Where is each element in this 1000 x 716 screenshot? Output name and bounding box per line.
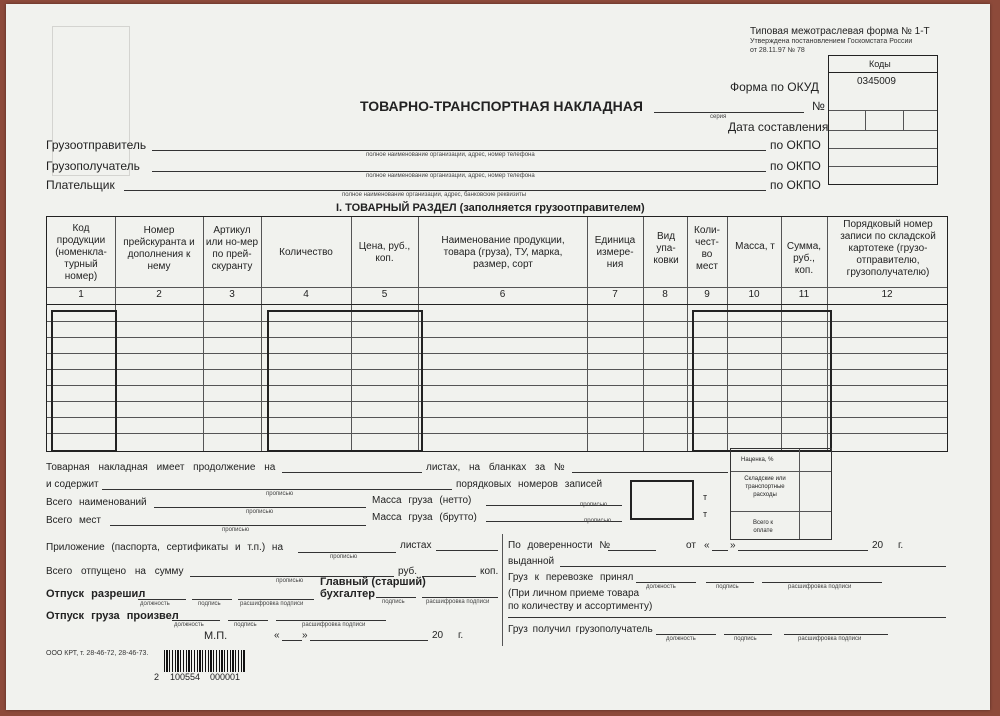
release-date-g: г. — [458, 630, 464, 641]
mass-net-label: Масса груза (нетто) — [372, 495, 472, 506]
section-title: I. ТОВАРНЫЙ РАЗДЕЛ (заполняется грузоотправителем) — [336, 202, 645, 214]
col-number-5: 5 — [381, 289, 388, 300]
col-number-3: 3 — [229, 289, 235, 300]
bold-block-col4-5 — [267, 310, 423, 452]
release-allowed-signature[interactable] — [192, 599, 232, 600]
rub-field[interactable] — [422, 576, 476, 577]
appendix-hint: прописью — [330, 554, 358, 560]
rub-label: руб. — [398, 566, 418, 577]
bleed-through-box — [52, 26, 130, 176]
series-caption: серия — [710, 114, 727, 120]
codes-label: Коды — [869, 59, 891, 69]
bottom-divider — [502, 534, 503, 646]
continuation-sheets-field[interactable] — [282, 472, 422, 473]
note-line-2: по количеству и ассортименту) — [508, 601, 653, 612]
col-header-6: Наименование продукции, товара (груза), ТУ, марка, размер, сорт — [441, 235, 565, 270]
appendix-label: Приложение (паспорта, сертификаты и т.п.) на — [46, 542, 284, 553]
chief-accountant-decoding-hint: расшифровка подписи — [426, 599, 490, 605]
mass-gross-label: Масса груза (брутто) — [372, 512, 477, 523]
bold-block-col1 — [51, 310, 117, 452]
release-date-close: » — [302, 630, 308, 641]
mass-net-hint: прописью — [580, 502, 608, 508]
col-header-2: Номер прейскуранта и дополнения к нему — [123, 225, 195, 272]
release-allowed-position-hint: должность — [140, 601, 170, 607]
chief-accountant-label-2: бухгалтер — [320, 588, 375, 600]
col-header-3: Артикул или но-мер по прей-скуранту — [205, 225, 259, 272]
page-title: ТОВАРНО-ТРАНСПОРТНАЯ НАКЛАДНАЯ — [360, 98, 643, 114]
chief-accountant-signature[interactable] — [376, 597, 416, 598]
cargo-received-decoding-hint: расшифровка подписи — [798, 636, 862, 642]
release-made-signature[interactable] — [228, 620, 268, 621]
shipper-hint: полное наименование организации, адрес, номер телефона — [366, 152, 535, 158]
col-number-10: 10 — [748, 289, 760, 300]
payer-okpo-label: по ОКПО — [770, 178, 821, 192]
blanks-number-field[interactable] — [572, 472, 728, 473]
released-sum-hint: прописью — [276, 578, 304, 584]
col-number-6: 6 — [499, 289, 506, 300]
release-allowed-decoding[interactable] — [238, 599, 314, 600]
col-number-11: 11 — [798, 289, 810, 300]
codes-box — [828, 55, 938, 185]
consignee-hint: полное наименование организации, адрес, номер телефона — [366, 173, 535, 179]
cargo-accepted-position[interactable] — [636, 582, 696, 583]
date-label: Дата составления — [728, 120, 829, 134]
payer-label: Плательщик — [46, 178, 115, 192]
col-number-1: 1 — [78, 289, 84, 300]
cargo-accepted-decoding[interactable] — [762, 582, 882, 583]
attorney-date-g: г. — [898, 540, 904, 551]
form-type-line3: от 28.11.97 № 78 — [750, 47, 805, 54]
document-sheet — [6, 4, 990, 710]
cargo-accepted-label: Груз к перевозке принял — [508, 572, 634, 583]
total-names-hint: прописью — [246, 509, 274, 515]
mass-gross-unit: т — [703, 509, 708, 519]
cargo-received-signature[interactable] — [724, 634, 772, 635]
contains-hint: прописью — [266, 491, 294, 497]
issued-label: выданной — [508, 556, 555, 567]
total-to-pay-label: Всего к оплате — [752, 520, 774, 534]
col-number-7: 7 — [612, 289, 618, 300]
attorney-date-year: 20 — [872, 540, 884, 551]
mass-box[interactable] — [630, 480, 694, 520]
cargo-received-label: Груз получил грузополучатель — [508, 624, 653, 635]
attorney-date-day[interactable] — [712, 550, 728, 551]
release-allowed-signature-hint: подпись — [198, 601, 221, 607]
release-allowed-decoding-hint: расшифровка подписи — [240, 601, 304, 607]
form-type-line1: Типовая межотраслевая форма № 1-Т — [750, 26, 930, 37]
release-made-decoding-hint: расшифровка подписи — [302, 622, 366, 628]
attorney-date-close: » — [730, 540, 736, 551]
cargo-accepted-signature-hint: подпись — [716, 584, 739, 590]
power-of-attorney-label: По доверенности № — [508, 540, 611, 551]
col-header-4: Количество — [279, 247, 333, 258]
total-places-hint: прописью — [222, 527, 250, 533]
barcode-digits-2: 100554 — [170, 672, 201, 682]
warehouse-costs-label: Складские или транспортные расходы — [744, 476, 786, 498]
mass-gross-hint: прописью — [584, 518, 612, 524]
consignee-field[interactable] — [152, 171, 766, 172]
payer-field[interactable] — [124, 190, 766, 191]
col-header-5: Цена, руб., коп. — [358, 241, 411, 264]
number-sign: № — [812, 99, 825, 113]
printer-label: ООО КРТ, т. 28-46-72, 28-46-73. — [46, 650, 149, 657]
release-date-open: « — [274, 630, 280, 641]
bold-block-col9-11 — [692, 310, 832, 452]
cargo-accepted-decoding-hint: расшифровка подписи — [788, 584, 852, 590]
record-numbers-label: порядковых номеров записей — [456, 479, 603, 490]
release-date-day[interactable] — [282, 640, 302, 641]
payer-hint: полное наименование организации, адрес, банковские реквизиты — [342, 192, 527, 198]
total-places-label: Всего мест — [46, 515, 102, 526]
col-header-1: Код продукции (номенкла-турный номер) — [55, 223, 107, 282]
contains-label: и содержит — [46, 479, 99, 490]
attorney-date-open: « — [704, 540, 710, 551]
sheets-on-blanks-label: листах, на бланках за № — [426, 462, 565, 473]
cargo-received-signature-hint: подпись — [734, 636, 757, 642]
cargo-received-position[interactable] — [656, 634, 716, 635]
chief-accountant-label-1: Главный (старший) — [320, 576, 426, 588]
attorney-from-label: от — [686, 540, 696, 551]
release-made-label: Отпуск груза произвел — [46, 610, 179, 622]
release-allowed-position[interactable] — [138, 599, 186, 600]
note-line-1: (При личном приеме товара — [508, 588, 640, 599]
appendix-field[interactable] — [298, 552, 396, 553]
release-allowed-label: Отпуск разрешил — [46, 588, 146, 600]
appendix-sheets-line — [436, 550, 498, 551]
total-places-field[interactable] — [110, 525, 366, 526]
col-header-11: Сумма, руб., коп. — [786, 241, 822, 276]
barcode-digit-1: 2 — [154, 672, 160, 682]
col-number-12: 12 — [881, 289, 893, 300]
col-number-9: 9 — [704, 289, 710, 300]
note-field[interactable] — [508, 617, 946, 618]
release-made-position[interactable] — [172, 620, 220, 621]
total-names-field[interactable] — [154, 507, 366, 508]
cargo-accepted-position-hint: должность — [646, 584, 676, 590]
col-header-10: Масса, т — [735, 241, 775, 252]
okud-label: Форма по ОКУД — [730, 80, 819, 94]
markup-label: Наценка, % — [741, 457, 774, 463]
power-of-attorney-number[interactable] — [608, 550, 656, 551]
consignee-okpo-label: по ОКПО — [770, 159, 821, 173]
cargo-accepted-signature[interactable] — [706, 582, 754, 583]
form-type-line2: Утверждена постановлением Госкомстата России — [750, 38, 913, 45]
costs-table — [730, 448, 832, 540]
shipper-okpo-label: по ОКПО — [770, 138, 821, 152]
kop-label: коп. — [480, 566, 499, 577]
col-header-9: Коли-чест-во мест — [694, 225, 720, 272]
barcode-icon — [164, 650, 246, 672]
release-made-signature-hint: подпись — [234, 622, 257, 628]
shipper-label: Грузоотправитель — [46, 138, 147, 152]
col-header-8: Вид упа-ковки — [653, 231, 679, 266]
release-made-decoding[interactable] — [276, 620, 386, 621]
okud-code: 0345009 — [857, 76, 896, 87]
contains-field[interactable] — [102, 489, 452, 490]
mass-net-unit: т — [703, 492, 708, 502]
release-date-year: 20 — [432, 630, 444, 641]
issued-field[interactable] — [560, 566, 946, 567]
col-header-7: Единица измере-ния — [594, 235, 636, 270]
continuation-label: Товарная накладная имеет продолжение на — [46, 462, 276, 473]
cargo-received-position-hint: должность — [666, 636, 696, 642]
series-line — [654, 112, 804, 113]
release-date-month[interactable] — [310, 640, 428, 641]
col-number-4: 4 — [303, 289, 309, 300]
col-number-2: 2 — [156, 289, 162, 300]
consignee-label: Грузополучатель — [46, 159, 140, 173]
release-made-position-hint: должность — [174, 622, 204, 628]
released-sum-label: Всего отпущено на сумму — [46, 566, 184, 577]
col-header-12: Порядковый номер записи по складской картотеке (грузо-отправителю, грузополучателю) — [840, 219, 936, 278]
shipper-field[interactable] — [152, 150, 766, 151]
cargo-received-decoding[interactable] — [784, 634, 888, 635]
goods-table — [46, 216, 948, 452]
stamp-place-label: М.П. — [204, 630, 228, 642]
chief-accountant-signature-hint: подпись — [382, 599, 405, 605]
chief-accountant-decoding[interactable] — [422, 597, 498, 598]
barcode-digits-3: 000001 — [210, 672, 241, 682]
attorney-date-month[interactable] — [738, 550, 868, 551]
total-names-label: Всего наименований — [46, 497, 147, 508]
col-number-8: 8 — [662, 289, 668, 300]
appendix-sheets-label: листах — [400, 540, 432, 551]
